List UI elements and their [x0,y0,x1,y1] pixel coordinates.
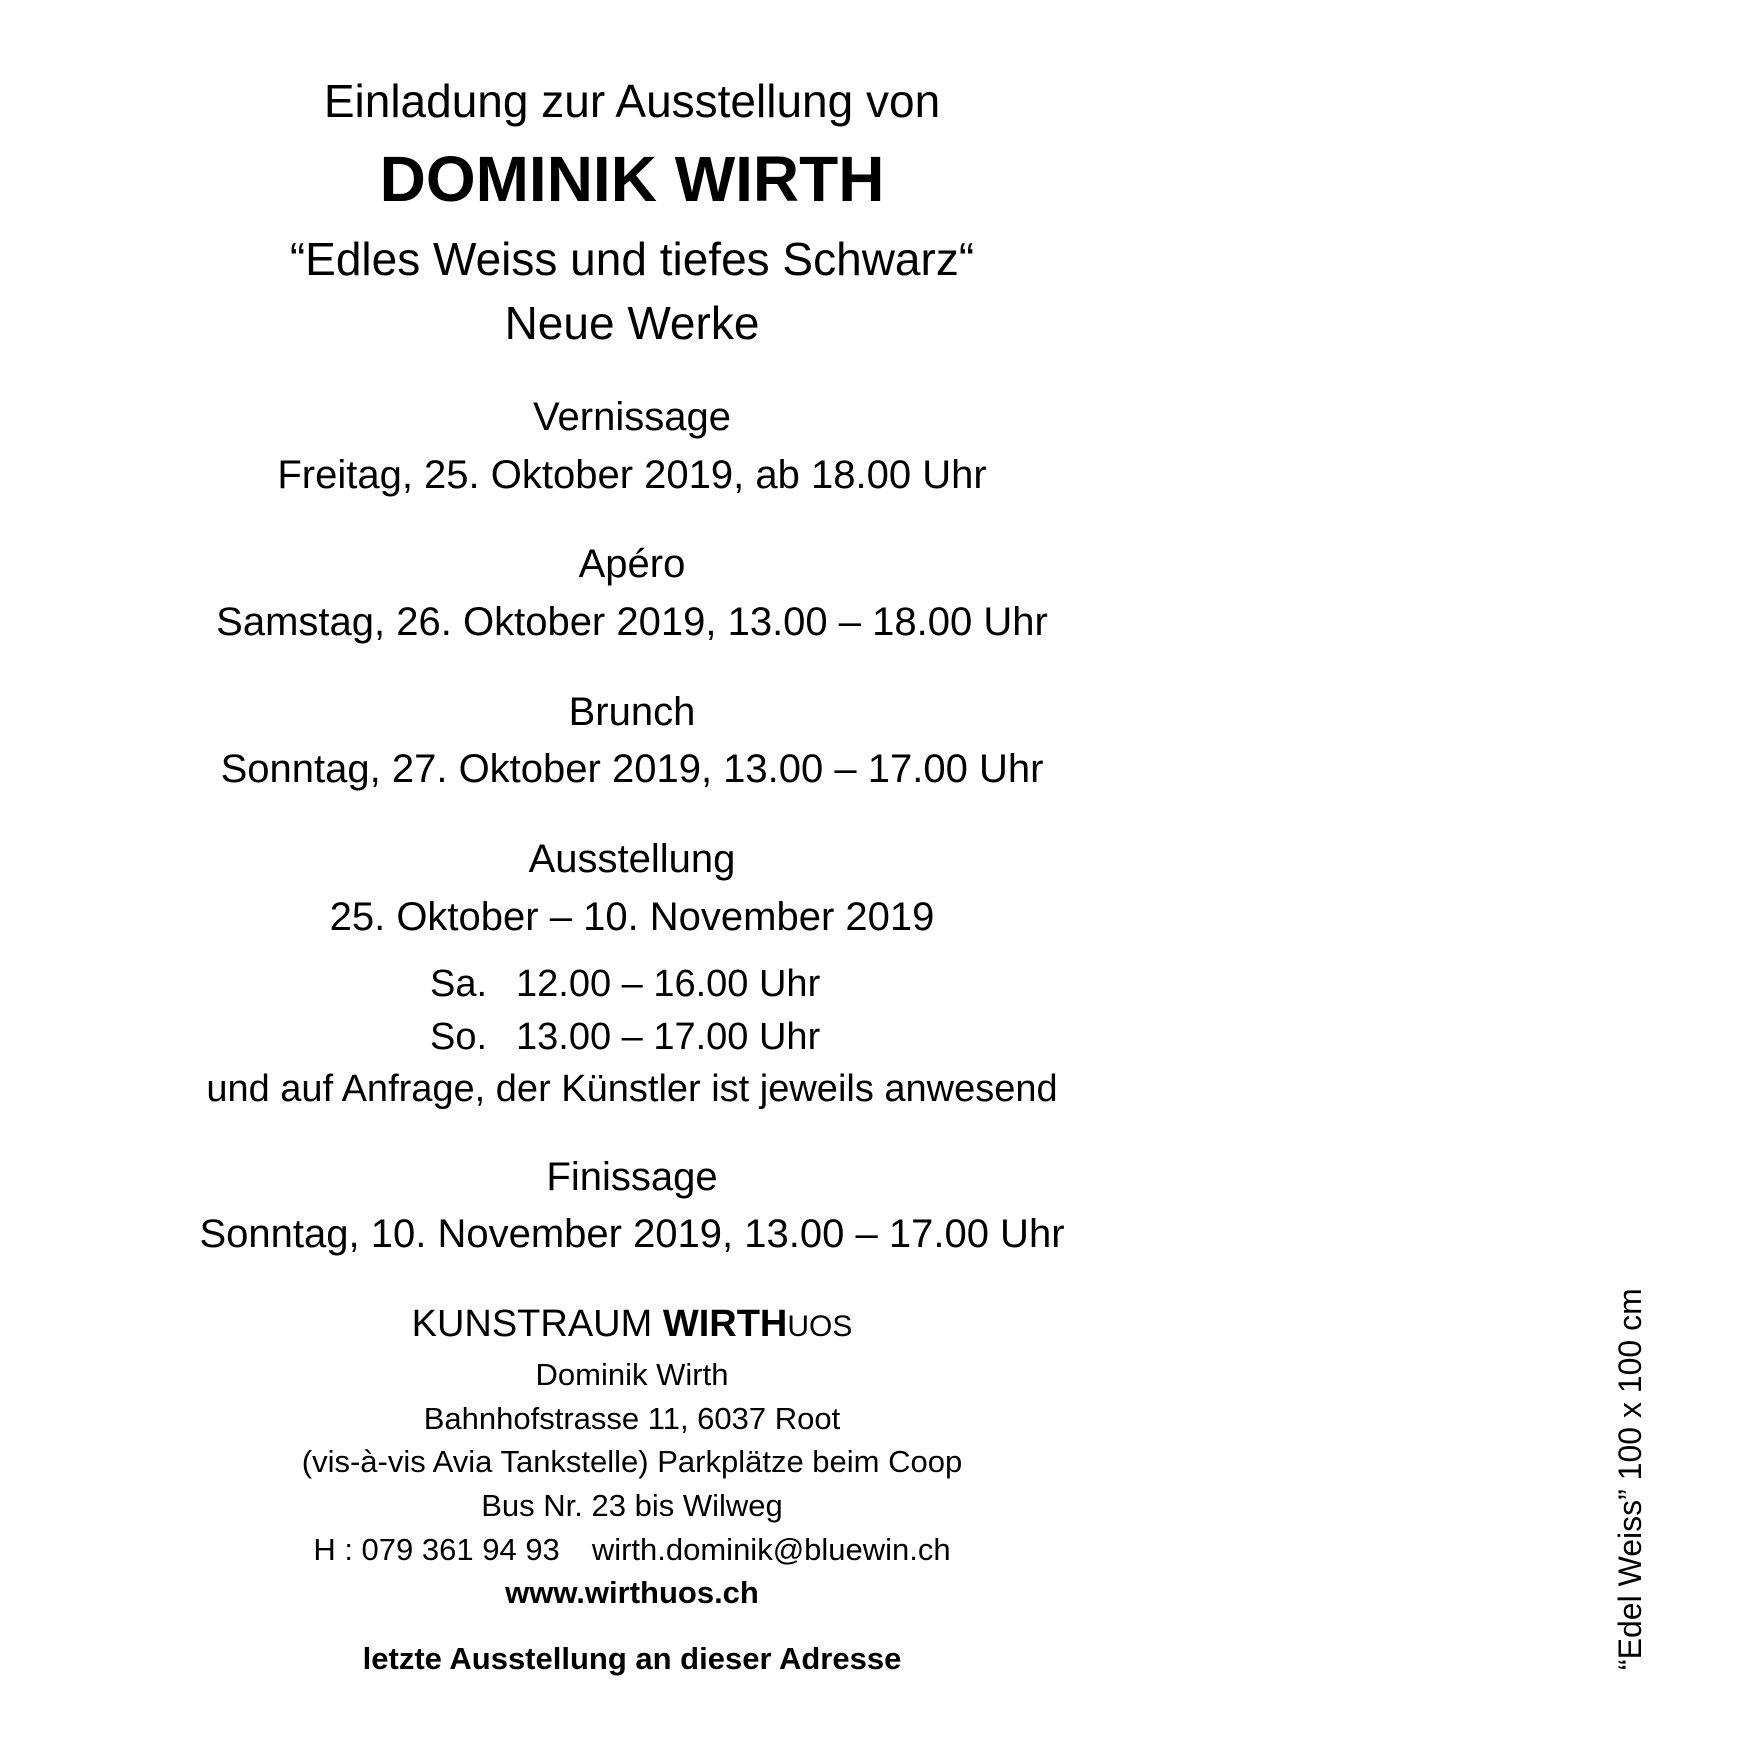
contact-name: Dominik Wirth [535,1357,729,1392]
venue-name [0,1305,1264,1343]
venue-bus: Bus Nr. 23 bis Wilweg [481,1488,783,1523]
opening-hours-saturday [430,965,820,1003]
hours-time: 13.00 – 17.00 Uhr [516,1016,821,1058]
venue-prefix: KUNSTRAUM [411,1303,663,1345]
event-date-vernissage: Freitag, 25. Oktober 2019, ab 18.00 Uhr [277,453,987,497]
artist-name: DOMINIK WIRTH [379,143,885,215]
event-name-apero: Apéro [578,542,686,586]
event-name-vernissage: Vernissage [533,395,731,439]
venue-small-caps-part: UOS [787,1310,853,1343]
venue-directions: (vis-à-vis Avia Tankstelle) Parkplätze beim Coop [301,1444,963,1479]
hours-time: 12.00 – 16.00 Uhr [516,963,821,1005]
finissage-date: Sonntag, 10. November 2019, 13.00 – 17.00 Uhr [199,1212,1065,1256]
exhibition-note: und auf Anfrage, der Künstler ist jeweils anwesend [206,1068,1058,1110]
email-address: wirth.dominik@bluewin.ch [591,1532,951,1567]
exhibition-heading: Ausstellung [528,837,736,881]
exhibition-title: “Edles Weiss und tiefes Schwarz“ [289,233,975,285]
website-link[interactable]: www.wirthuos.ch [505,1575,759,1610]
hours-day: So. [430,1016,488,1058]
event-name-brunch: Brunch [568,690,696,734]
invitation-line: Einladung zur Ausstellung von [323,75,941,127]
event-date-apero: Samstag, 26. Oktober 2019, 13.00 – 18.00 Uhr [216,600,1048,644]
artwork-caption-text: “Edel Weiss” 100 x 100 cm [1612,1288,1648,1670]
exhibition-subtitle: Neue Werke [504,297,760,349]
finissage-heading: Finissage [546,1155,718,1199]
footer-note: letzte Ausstellung an dieser Adresse [362,1641,902,1676]
event-date-brunch: Sonntag, 27. Oktober 2019, 13.00 – 17.00 Uhr [220,747,1044,791]
opening-hours-sunday [430,1018,820,1056]
exhibition-period: 25. Oktober – 10. November 2019 [329,895,935,939]
contact-details [0,1534,1264,1565]
phone-number: H : 079 361 94 93 [313,1532,560,1567]
venue-address: Bahnhofstrasse 11, 6037 Root [423,1401,841,1436]
venue-bold-part: WIRTH [662,1303,788,1345]
hours-day: Sa. [430,963,488,1005]
